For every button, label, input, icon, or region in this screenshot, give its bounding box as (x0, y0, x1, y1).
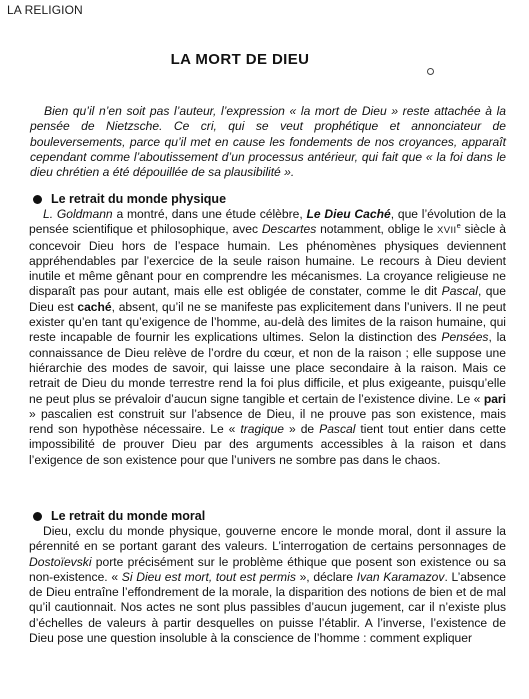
section-heading-moral (33, 509, 205, 523)
text-run: a montré, dans une étude célèbre, (112, 207, 307, 221)
section-heading-physical (33, 192, 226, 206)
book-title-dieu-cache: Le Dieu Caché (306, 207, 391, 221)
emphasis-pari: pari (483, 391, 506, 406)
author-dostoievski: Dostoïevski (29, 554, 92, 569)
book-title-pensees: Pensées (441, 330, 489, 345)
text-run: », déclare (295, 569, 357, 584)
text-run: Dieu, exclu du monde physique, gouverne encore le monde moral, dont il assure la pérennité en se portant garant des valeurs. L’interrogation de certains personnages de (29, 524, 506, 554)
text-run: » pascalien est construit sur l’absence de Dieu, il ne prouve pas son existence, mais rend son hypothèse nécessaire. Le « (29, 406, 506, 437)
text-run: . L’absence de Dieu entraîne l’effondrement de la morale, la disparition des notions de bien et de mal qu’il cautionnait. Nos actes ne sont plus passibles d’aucun jugement, car il n’existe plus d’échelles de valeurs à partir desquelles on puisse l’établir. A l’inverse, l’existence de Dieu pose une question insoluble à la conscience de l’homme : comment expliquer (29, 569, 506, 646)
author-goldmann: L. Goldmann (43, 207, 113, 221)
text-run: , la connaissance de Dieu relève de l’ordre du cœur, et non de la raison ; elle suppose une hiérarchie des modes de savoir, qui laisse une place secondaire à la raison. Mais ce retrait de Dieu du monde terrestre rend la foi plus difficile, et plus exigeante, puisqu’elle ne peut plus se prévaloir d’aucun signe tangible et certain de l’existence divine. Le « (29, 330, 506, 406)
print-speck-mark (427, 68, 434, 75)
paragraph-physical-world (29, 207, 506, 468)
text-run: , que l’évolution de la pensée scientifique et philosophique, avec (29, 207, 507, 237)
page-title: LA MORT DE DIEU (170, 51, 310, 68)
author-pascal: Pascal (441, 284, 478, 299)
text-run: , que Dieu est (29, 284, 506, 314)
bullet-icon (33, 195, 42, 204)
emphasis-cache: caché (77, 299, 112, 314)
text-run: notamment, oblige le (316, 222, 438, 237)
character-ivan-karamazov: Ivan Karamazov (356, 569, 445, 584)
section-heading-label: Le retrait du monde moral (51, 509, 206, 523)
text-run: » de (284, 422, 320, 437)
author-pascal: Pascal (319, 422, 356, 437)
running-head: LA RELIGION (7, 3, 83, 17)
intro-paragraph: Bien qu’il n’en soit pas l’auteur, l’expression « la mort de Dieu » reste attachée à la pensée de Nietzsche. Ce cri, qui se veut prophétique et annonciateur de bouleversements, parce qu’il met en cause les fondements de nos croyances, apparaît cependant comme l’aboutissement d’un processus antérieur, qui fait que « la foi dans le dieu chrétien a été dépouillée de sa plausibilité ». (30, 104, 506, 180)
text-run: tient tout entier dans cette impossibilité de prouver Dieu par des arguments accessibles à la raison et dans l’exigence de son existence pour que l’univers ne sombre pas dans le chaos. (29, 422, 506, 467)
author-descartes: Descartes (261, 222, 317, 237)
paragraph-moral-world (29, 524, 506, 646)
emphasis-tragique: tragique (240, 422, 285, 437)
century-numeral: XVII (437, 225, 457, 237)
text-run: porte précisément sur le problème éthique que posent son existence ou sa non-existence. « (29, 554, 506, 584)
text-run: siècle à concevoir Dieu hors de l’espace humain. Les phénomènes physiques deviennent appréhendables par l’exercice de la seule raison humaine. Le recours à Dieu devient inutile et même gênant pour en comprendre les mécanismes. La croyance religieuse ne disparaît pas pour autant, mais elle est obligée de constater, comme le dit (29, 222, 506, 299)
text-run: , absent, qu’il ne se manifeste pas explicitement dans l’univers. Il ne peut exister qu’en tant qu’exigence de l’homme, au-delà des limites de la raison humaine, qui reste incapable de fournir les explications ultimes. Selon la distinction des (29, 299, 506, 345)
section-heading-label: Le retrait du monde physique (51, 192, 227, 206)
quote-karamazov: Si Dieu est mort, tout est permis (121, 569, 296, 584)
bullet-icon (33, 512, 42, 521)
century-superscript: e (456, 221, 461, 231)
